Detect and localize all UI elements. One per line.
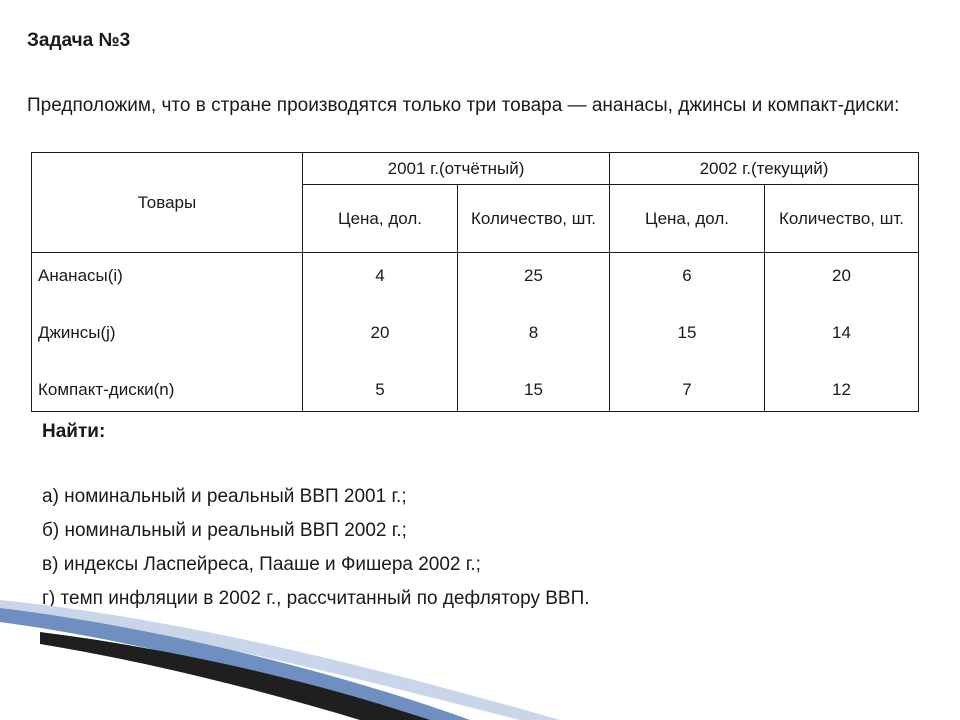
table-body-row — [32, 253, 919, 412]
price-2001-value: 4 — [375, 266, 385, 285]
task-item: б) номинальный и реальный ВВП 2002 г.; — [42, 520, 407, 541]
goods-names-cell — [32, 253, 303, 412]
qty-2001-cell — [458, 253, 610, 412]
price-2001-value: 5 — [375, 380, 385, 399]
header-goods: Товары — [32, 153, 303, 253]
header-price-2001: Цена, дол. — [303, 185, 458, 253]
goods-table — [31, 152, 919, 412]
slide-title: Задача №3 — [27, 30, 131, 51]
header-price-2002: Цена, дол. — [610, 185, 765, 253]
qty-2001-value: 8 — [528, 323, 539, 342]
goods-name: Компакт-диски(n) — [38, 380, 175, 399]
qty-2002-value: 12 — [832, 380, 851, 399]
task-item: г) темп инфляции в 2002 г., рассчитанный по дефлятору ВВП. — [42, 588, 590, 609]
swoosh-light — [0, 600, 560, 720]
decorative-swoosh — [0, 560, 960, 720]
price-2001-cell — [303, 253, 458, 412]
price-2002-value: 7 — [682, 380, 692, 399]
price-2002-value: 15 — [677, 323, 697, 342]
header-period-2002: 2002 г.(текущий) — [610, 153, 919, 185]
table-header-row — [32, 153, 919, 185]
intro-text: Предположим, что в стране производятся только три товара — ананасы, джинсы и компакт-диски: — [27, 95, 900, 116]
price-2001-value: 20 — [370, 323, 390, 342]
find-title: Найти: — [42, 421, 106, 442]
price-2002-cell — [610, 253, 765, 412]
task-item: а) номинальный и реальный ВВП 2001 г.; — [42, 486, 407, 507]
qty-2002-cell — [765, 253, 919, 412]
task-item: в) индексы Ласпейреса, Пааше и Фишера 2002 г.; — [42, 554, 481, 575]
qty-2001-value: 25 — [524, 266, 543, 285]
header-qty-2002: Количество, шт. — [765, 185, 919, 253]
goods-name: Джинсы(j) — [38, 323, 116, 342]
price-2002-value: 6 — [682, 266, 692, 285]
swoosh-blue — [0, 608, 470, 720]
goods-name: Ананасы(i) — [38, 266, 123, 285]
header-qty-2001: Количество, шт. — [458, 185, 610, 253]
qty-2002-value: 14 — [832, 323, 851, 342]
qty-2001-value: 15 — [524, 380, 543, 399]
header-period-2001: 2001 г.(отчётный) — [303, 153, 610, 185]
qty-2002-value: 20 — [832, 266, 851, 285]
